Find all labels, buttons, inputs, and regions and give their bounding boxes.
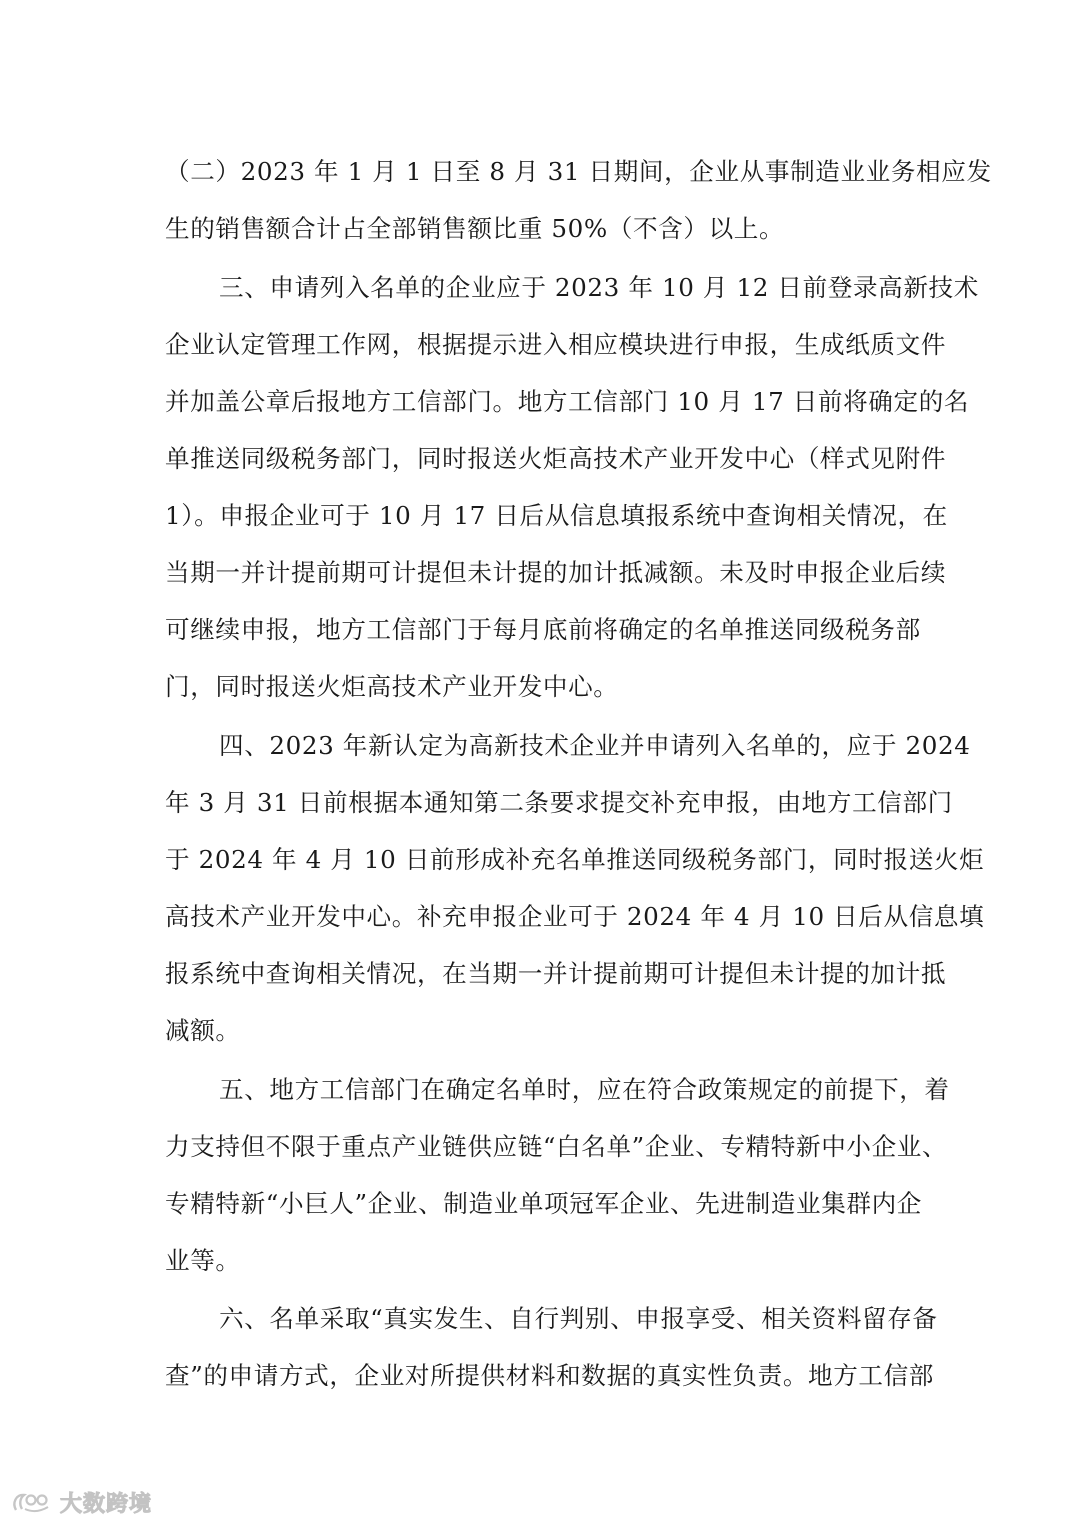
- paragraph-line: 报系统中查询相关情况，在当期一并计提前期可计提但未计提的加计抵: [165, 959, 947, 988]
- paragraph-line: （二）2023 年 1 月 1 日至 8 月 31 日期间，企业从事制造业业务相应发: [165, 157, 992, 186]
- paragraph-line: 专精特新“小巨人”企业、制造业单项冠军企业、先进制造业集群内企: [165, 1189, 922, 1218]
- paragraph-line: 六、名单采取“真实发生、自行判别、申报享受、相关资料留存备: [219, 1304, 938, 1333]
- paragraph-line: 生的销售额合计占全部销售额比重 50%（不含）以上。: [165, 214, 785, 243]
- paragraph-line: 高技术产业开发中心。补充申报企业可于 2024 年 4 月 10 日后从信息填: [165, 902, 985, 931]
- paragraph-line: 并加盖公章后报地方工信部门。地方工信部门 10 月 17 日前将确定的名: [165, 387, 970, 416]
- paragraph-line: 当期一并计提前期可计提但未计提的加计抵减额。未及时申报企业后续: [165, 558, 947, 587]
- paragraph-line: 四、2023 年新认定为高新技术企业并申请列入名单的，应于 2024: [219, 731, 971, 760]
- paragraph-line: 力支持但不限于重点产业链供应链“白名单”企业、专精特新中小企业、: [165, 1132, 948, 1161]
- paragraph-line: 三、申请列入名单的企业应于 2023 年 10 月 12 日前登录高新技术: [219, 273, 979, 302]
- paragraph-line: 1）。申报企业可于 10 月 17 日后从信息填报系统中查询相关情况，在: [165, 501, 948, 530]
- paragraph-line: 企业认定管理工作网，根据提示进入相应模块进行申报，生成纸质文件: [165, 330, 947, 359]
- paragraph-line: 年 3 月 31 日前根据本通知第二条要求提交补充申报，由地方工信部门: [165, 788, 953, 817]
- brand-logo-icon: [10, 1489, 56, 1515]
- paragraph-line: 可继续申报，地方工信部门于每月底前将确定的名单推送同级税务部: [165, 615, 921, 644]
- paragraph-line: 单推送同级税务部门，同时报送火炬高技术产业开发中心（样式见附件: [165, 444, 947, 473]
- watermark: [10, 1487, 152, 1517]
- paragraph-line: 减额。: [165, 1016, 241, 1045]
- paragraph-line: 业等。: [165, 1246, 241, 1275]
- watermark-text: 大数跨境: [60, 1491, 153, 1517]
- paragraph-line: 于 2024 年 4 月 10 日前形成补充名单推送同级税务部门，同时报送火炬: [165, 845, 985, 874]
- paragraph-line: 五、地方工信部门在确定名单时，应在符合政策规定的前提下，着: [219, 1075, 950, 1104]
- paragraph-line: 门，同时报送火炬高技术产业开发中心。: [165, 672, 619, 701]
- paragraph-line: 查”的申请方式，企业对所提供材料和数据的真实性负责。地方工信部: [165, 1361, 934, 1390]
